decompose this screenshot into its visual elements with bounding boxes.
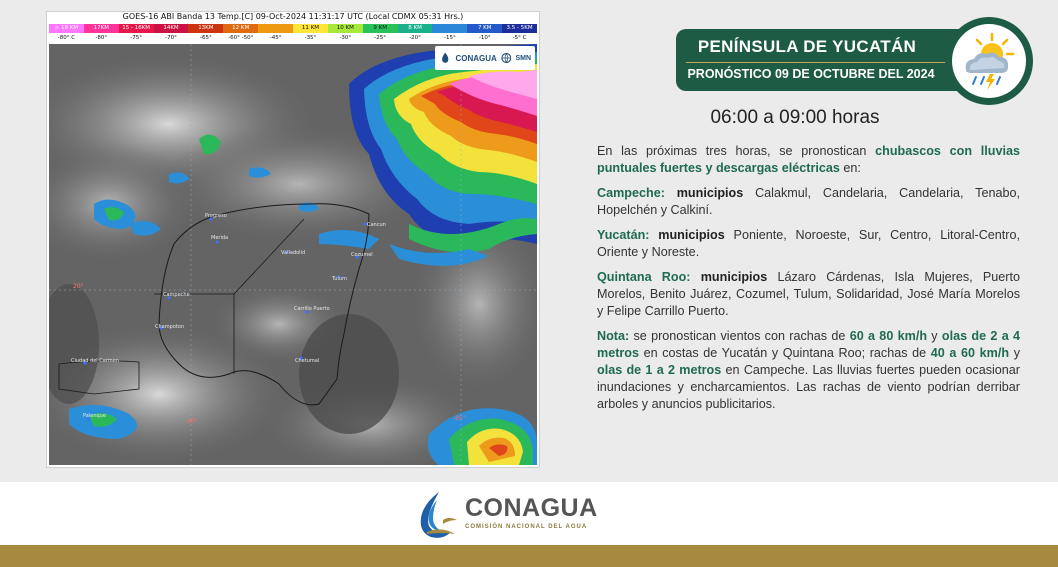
forecast-text — [597, 143, 1020, 421]
scale-segment: 15 - 16KM — [119, 24, 154, 33]
scale-segment: > 18 KM — [49, 24, 84, 33]
forecast-hours: 06:00 a 09:00 horas — [710, 107, 880, 128]
scale-segment: 14KM — [154, 24, 189, 33]
city-label: Tulum — [332, 276, 347, 282]
state-keyword: municipios — [690, 270, 768, 284]
state-paragraph-quintana-roo — [597, 269, 1020, 320]
note-highlight: olas de 2 a 4 metros — [597, 329, 1021, 360]
state-list: Calakmul, Candelaria, Candelaria, Tenabo, Hopelchén y Calkiní. — [597, 186, 1020, 217]
weather-badge-inner — [952, 24, 1026, 98]
region-banner — [676, 29, 976, 91]
tick-label: -65° — [200, 35, 212, 41]
satellite-map-graphic — [49, 44, 537, 465]
longitude-label: -90° — [185, 418, 198, 425]
note-paragraph — [597, 328, 1020, 413]
tick-label: -75° — [130, 35, 143, 41]
tick-label: -70° — [165, 35, 177, 41]
intro-highlight: chubascos con lluvias puntuales fuertes y descargas eléctricas — [597, 144, 1020, 175]
tick-label: -25° — [374, 35, 387, 41]
forecast-date: PRONÓSTICO 09 DE OCTUBRE DEL 2024 — [687, 67, 935, 81]
city-label: Cancun — [367, 222, 386, 228]
map-logo-conagua: CONAGUA — [455, 53, 497, 63]
map-logo-smn: SMN — [515, 54, 531, 62]
city-label: Palenque — [83, 413, 106, 419]
scale-segment: 13KM — [188, 24, 223, 33]
city-label: Merida — [211, 235, 229, 241]
state-name: Quintana Roo: — [597, 270, 691, 284]
city-label: Campeche — [163, 292, 190, 298]
note-highlight: olas de 1 a 2 metros — [597, 363, 722, 377]
smn-globe-icon — [501, 52, 512, 64]
tick-label: -60° -50° — [228, 35, 254, 41]
intro-tail: en: — [839, 161, 861, 175]
note-highlight: 40 a 60 km/h — [930, 346, 1010, 360]
tick-label: -80° C — [57, 35, 76, 41]
tick-label: -45° — [269, 35, 282, 41]
city-label: Cozumel — [351, 252, 373, 258]
city-label: Champoton — [155, 324, 185, 330]
note-text: se pronostican vientos con rachas de — [629, 329, 850, 343]
scale-segment: 8 KM — [398, 24, 433, 33]
scale-segment — [432, 24, 467, 33]
footer-gold-bar — [0, 545, 1058, 567]
intro-lead: En las próximas tres horas, se pronostican — [597, 144, 876, 158]
scale-segment — [258, 24, 293, 33]
longitude-label: -85° — [453, 415, 466, 422]
scale-segment: 9 KM — [363, 24, 398, 33]
scale-segment: 7 KM — [467, 24, 502, 33]
temperature-color-scale — [49, 24, 537, 33]
city-label: Chetumal — [295, 358, 320, 364]
note-text: y — [927, 329, 942, 343]
state-list: Lázaro Cárdenas, Isla Mujeres, Puerto Morelos, Benito Juárez, Cozumel, Tulum, Solidaridad, José María Morelos y Felipe Carrillo Puerto. — [597, 270, 1021, 318]
tick-label: -10° — [478, 35, 491, 41]
note-text: y — [1009, 346, 1021, 360]
note-label: Nota: — [597, 329, 630, 343]
conagua-emblem-icon — [413, 490, 461, 540]
note-text: en costas de Yucatán y Quintana Roo; rachas de — [639, 346, 931, 360]
temperature-tick-labels — [49, 34, 537, 42]
city-label: Ciudad del Carmen — [71, 358, 119, 364]
satellite-title: GOES-16 ABI Banda 13 Temp.[C] 09-Oct-2024 11:31:17 UTC (Local CDMX 05:31 Hrs.) — [122, 12, 464, 21]
state-paragraph-campeche — [597, 185, 1020, 219]
tick-label: -35° — [304, 35, 317, 41]
state-keyword: municipios — [649, 228, 725, 242]
tick-label: -20° — [409, 35, 421, 41]
conagua-logo — [413, 488, 643, 542]
satellite-map — [49, 44, 537, 465]
intro-paragraph — [597, 143, 1020, 177]
conagua-drop-icon — [439, 51, 451, 65]
scale-segment: 10 KM — [328, 24, 363, 33]
scale-segment: 12 KM — [223, 24, 258, 33]
latitude-label: 20° — [73, 283, 84, 290]
tick-label: -15° — [444, 35, 456, 41]
map-logo-box — [435, 46, 535, 70]
state-name: Yucatán: — [597, 228, 650, 242]
note-highlight: 60 a 80 km/h — [849, 329, 928, 343]
state-list: Poniente, Noroeste, Sur, Centro, Litoral-Centro, Oriente y Noreste. — [597, 228, 1020, 259]
tick-label: -80° — [95, 35, 108, 41]
scale-segment: 17KM — [84, 24, 119, 33]
weather-badge — [945, 17, 1033, 105]
conagua-subname: COMISIÓN NACIONAL DEL AGUA — [465, 524, 588, 530]
banner-divider — [686, 62, 946, 63]
state-name: Campeche: — [597, 186, 665, 200]
region-title: PENÍNSULA DE YUCATÁN — [697, 37, 917, 56]
note-text: en Campeche. Las lluvias fuertes pueden ocasionar inundaciones y encharcamientos. Las rachas de viento podrían derribar arboles y anuncios publicitarios. — [597, 363, 1020, 411]
state-keyword: municipios — [664, 186, 744, 200]
conagua-name: CONAGUA — [465, 494, 598, 522]
satellite-image-panel — [46, 11, 540, 468]
city-label: Carrillo Puerto — [294, 306, 330, 312]
state-paragraph-yucatan — [597, 227, 1020, 261]
city-label: Valladolid — [281, 250, 306, 256]
sun-cloud-rain-lightning-icon — [952, 24, 1026, 98]
tick-label: -5° C — [512, 35, 527, 41]
scale-segment: 11 KM — [293, 24, 328, 33]
scale-segment: 3.5 - 5KM — [502, 24, 537, 33]
city-label: Progreso — [205, 213, 227, 219]
tick-label: -30° — [339, 35, 352, 41]
